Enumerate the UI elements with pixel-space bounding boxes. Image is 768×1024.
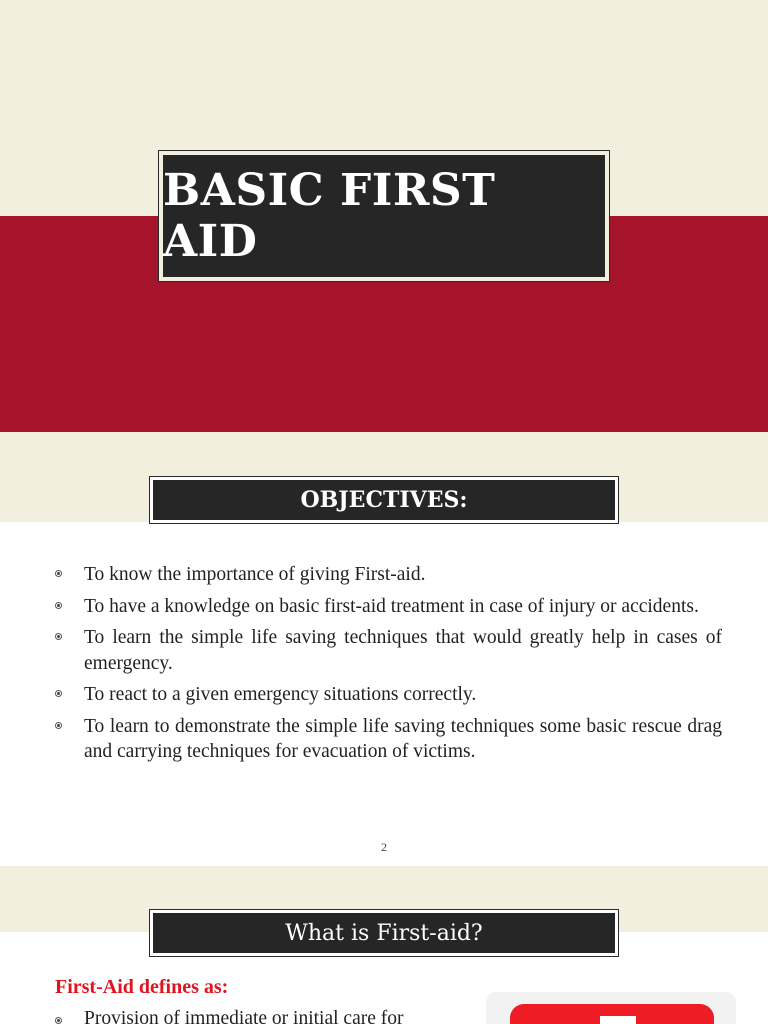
first-aid-cross-icon <box>510 1004 714 1024</box>
first-aid-heading-box <box>149 909 619 957</box>
list-item: To react to a given emergency situations correctly. <box>50 682 722 708</box>
slide-title: BASIC FIRST AID <box>163 165 496 267</box>
first-aid-heading: What is First-aid? <box>285 920 483 946</box>
objectives-heading: OBJECTIVES: <box>300 487 468 513</box>
title-slide <box>0 0 768 500</box>
title-box <box>158 150 610 282</box>
define-label: First-Aid defines as: <box>55 976 229 998</box>
list-item: Provision of immediate or initial care for <box>50 1008 404 1024</box>
objectives-heading-box <box>149 476 619 524</box>
bullet-icon <box>55 602 62 609</box>
bullet-icon <box>55 1017 62 1024</box>
list-item: To know the importance of giving First-aid. <box>50 562 722 588</box>
list-item: To learn the simple life saving techniques that would greatly help in cases of emergency. <box>50 625 722 676</box>
objectives-slide <box>0 487 768 866</box>
what-is-first-aid-slide <box>0 866 768 1024</box>
page-number: 2 <box>381 840 387 854</box>
objectives-list <box>50 562 722 771</box>
bullet-icon <box>55 722 62 729</box>
bullet-icon <box>55 690 62 697</box>
list-item: To learn to demonstrate the simple life saving techniques some basic rescue drag and carrying techniques for evacuation of victims. <box>50 714 722 765</box>
bullet-icon <box>55 570 62 577</box>
list-item: To have a knowledge on basic first-aid treatment in case of injury or accidents. <box>50 594 722 620</box>
bullet-icon <box>55 633 62 640</box>
first-aid-image <box>486 992 736 1024</box>
